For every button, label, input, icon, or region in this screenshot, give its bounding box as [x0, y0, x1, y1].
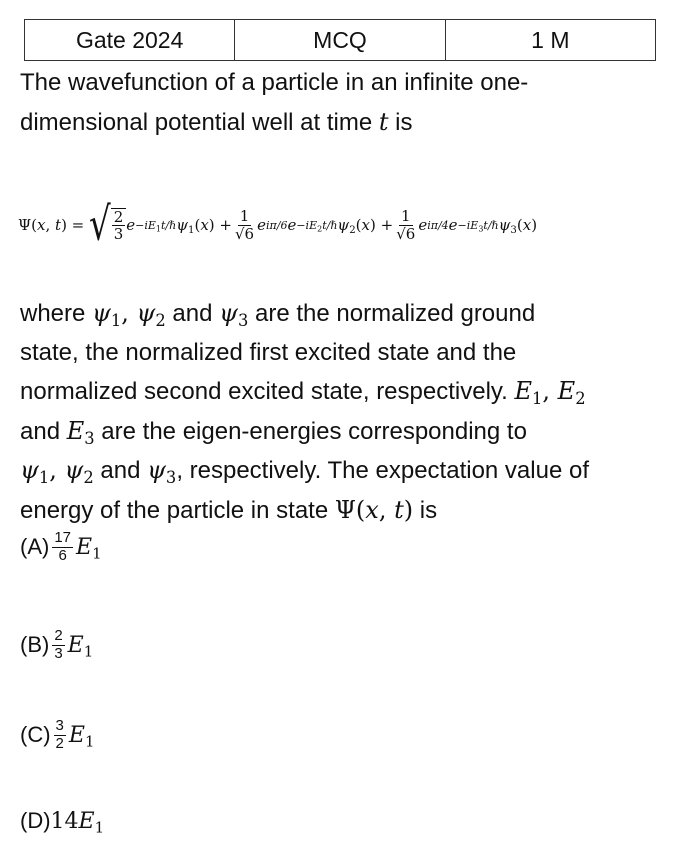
option-a[interactable]: [20, 530, 102, 564]
option-c-variable: $E_1$: [68, 722, 95, 750]
body-line-6: energy of the particle in state Ψ(x, t) is: [20, 495, 438, 524]
question-body: [20, 294, 589, 530]
body-line-2: state, the normalized first excited state and the: [20, 338, 517, 366]
question-header-table: [24, 19, 656, 61]
sqrt-two-thirds: √ $\frac{2}{3}$: [89, 208, 126, 243]
marks-cell: 1 M: [531, 26, 570, 53]
exam-cell: Gate 2024: [25, 20, 235, 60]
option-b-fraction: $\frac{2}{3}$: [54, 627, 63, 662]
option-b-variable: $E_1$: [67, 632, 94, 660]
body-line-1: where $\psi_1$, $\psi_2$ and $\psi_3$ are the normalized ground: [20, 299, 536, 330]
option-d[interactable]: [20, 808, 104, 834]
option-a-fraction: $\frac{17}{6}$: [54, 529, 72, 564]
intro-line-2: dimensional potential well at time t is: [20, 107, 413, 136]
option-b-label: (B): [20, 632, 50, 657]
body-line-4: and $E_3$ are the eigen-energies corresponding to: [20, 416, 527, 448]
option-a-label: (A): [20, 534, 50, 559]
intro-line-1: The wavefunction of a particle in an infinite one-: [20, 69, 529, 96]
coef-one-over-root6-a: $\frac{1}{√6}$: [235, 207, 255, 243]
question-intro: [20, 64, 528, 142]
wavefunction-equation: Ψ(x, t) = √ $\frac{2}{3}$ e $-iE_1t/\hbar$ $\psi_1(x)$ + $\frac{1}{√6}$ e iπ/6 e $-iE_2t/\hbar$ $\psi_2(x)$ + $\frac{1}{√6}$ e iπ/4 e $-iE_3t/\hbar$ $\psi_3(x)$: [18, 197, 538, 252]
option-d-variable: $E_1$: [78, 808, 105, 836]
option-a-variable: $E_1$: [76, 534, 102, 562]
option-d-label: (D): [20, 808, 51, 833]
body-line-5: $\psi_1$, $\psi_2$ and $\psi_3$, respectively. The expectation value of: [20, 456, 589, 487]
coef-one-over-root6-b: $\frac{1}{√6}$: [396, 207, 416, 243]
option-c-fraction: $\frac{3}{2}$: [55, 717, 64, 752]
body-line-3: normalized second excited state, respectively. $E_1$, $E_2$: [20, 377, 586, 408]
option-c-label: (C): [20, 722, 51, 747]
option-d-coefficient: 14: [50, 808, 79, 834]
question-type-cell: MCQ: [235, 20, 445, 60]
option-c[interactable]: [20, 718, 94, 752]
option-b[interactable]: [20, 628, 93, 662]
